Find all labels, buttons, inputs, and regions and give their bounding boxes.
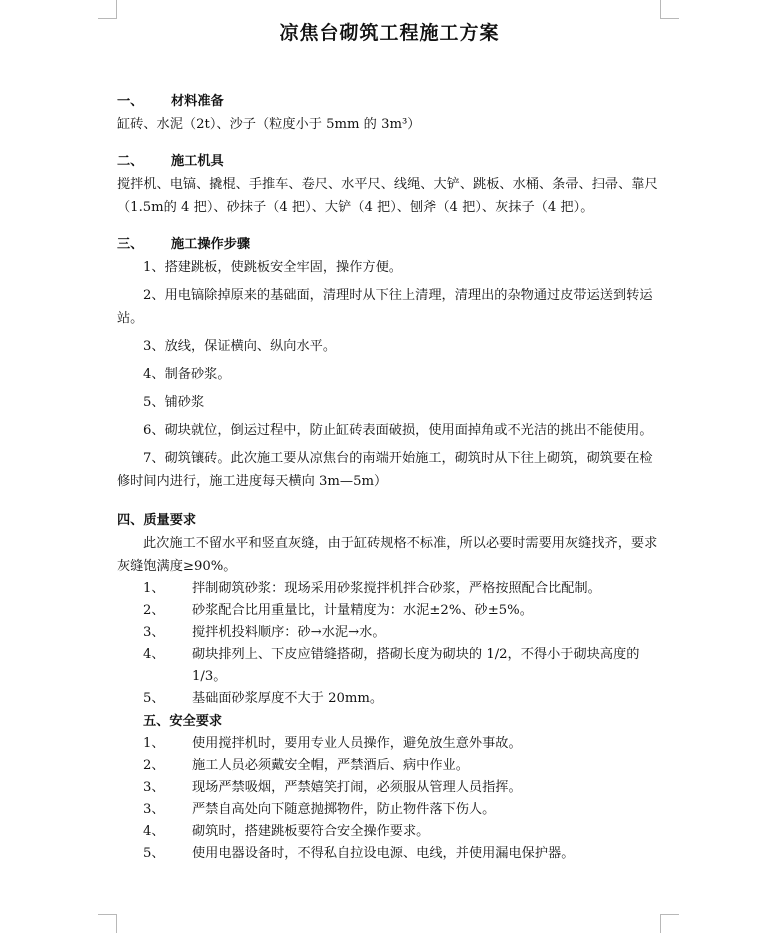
section-heading-steps <box>117 233 662 256</box>
section-heading-safety <box>117 710 662 733</box>
list-item-text: 严禁自高处向下随意抛掷物件，防止物件落下伤人。 <box>192 802 496 817</box>
list-item <box>117 777 662 799</box>
list-item <box>117 843 662 865</box>
page-corner-mark <box>98 0 117 19</box>
list-item-text: 使用搅拌机时，要用专业人员操作，避免放生意外事故。 <box>192 736 522 751</box>
list-item-number: 4、 <box>143 824 165 839</box>
section-title: 施工操作步骤 <box>171 237 251 252</box>
document-title: 凉焦台砌筑工程施工方案 <box>279 22 500 44</box>
list-item-number: 3、 <box>143 780 165 795</box>
step-item: 3、放线，保证横向、纵向水平。 <box>143 339 337 354</box>
section-heading-tools <box>117 150 662 173</box>
list-item-text: 使用电器设备时，不得私自拉设电源、电线，并使用漏电保护器。 <box>192 846 575 861</box>
list-item-number: 2、 <box>143 603 165 618</box>
list-item-number: 1、 <box>143 581 165 596</box>
section-title: 施工机具 <box>171 154 224 169</box>
step-item: 5、铺砂浆 <box>143 395 205 410</box>
step-item: 6、砌块就位，倒运过程中，防止缸砖表面破损，使用面掉角或不光洁的挑出不能使用。 <box>143 423 653 438</box>
list-item <box>117 799 662 821</box>
list-item-text: 施工人员必须戴安全帽，严禁酒后、病中作业。 <box>192 758 469 773</box>
list-item <box>117 644 662 688</box>
page-corner-mark <box>660 0 679 19</box>
section-title: 安全要求 <box>169 714 223 729</box>
list-item <box>117 755 662 777</box>
list-item-number: 3、 <box>143 625 165 640</box>
page-corner-mark <box>660 914 679 933</box>
list-item-text: 拌制砌筑砂浆：现场采用砂浆搅拌机拌合砂浆，严格按照配合比配制。 <box>192 581 601 596</box>
list-item <box>117 600 662 622</box>
step-item: 1、搭建跳板，使跳板安全牢固，操作方便。 <box>143 260 402 275</box>
list-item <box>117 733 662 755</box>
section-number: 一、 <box>117 94 144 109</box>
list-item-number: 3、 <box>143 802 165 817</box>
step-item: 4、制备砂浆。 <box>143 367 231 382</box>
step-item: 2、用电镐除掉原来的基础面，清理时从下往上清理，清理出的杂物通过皮带运送到转运站。 <box>117 288 653 326</box>
list-item-text: 砂浆配合比用重量比，计量精度为：水泥±2%、砂±5%。 <box>192 603 533 618</box>
section-heading-materials <box>117 90 662 113</box>
list-item <box>117 821 662 843</box>
section-number: 四、 <box>117 513 144 528</box>
step-item: 7、砌筑镶砖。此次施工要从凉焦台的南端开始施工，砌筑时从下往上砌筑，砌筑要在检修时间内进行，施工进度每天横向 3m—5m） <box>117 451 653 489</box>
list-item <box>117 688 662 710</box>
list-item-text: 搅拌机投料顺序：砂→水泥→水。 <box>192 625 386 640</box>
list-item-text: 基础面砂浆厚度不大于 20mm。 <box>192 691 384 706</box>
section-title: 材料准备 <box>171 94 224 109</box>
quality-intro: 此次施工不留水平和竖直灰缝，由于缸砖规格不标准，所以必要时需要用灰缝找齐，要求灰缝饱满度≥90%。 <box>117 536 658 574</box>
list-item-text: 砌筑时，搭建跳板要符合安全操作要求。 <box>192 824 430 839</box>
list-item <box>117 622 662 644</box>
list-item <box>117 578 662 600</box>
section-number: 三、 <box>117 237 144 252</box>
section-heading-quality <box>117 509 662 532</box>
page-corner-mark <box>98 914 117 933</box>
list-item-number: 4、 <box>143 647 165 662</box>
list-item-text: 现场严禁吸烟，严禁嬉笑打闹，必须服从管理人员指挥。 <box>192 780 522 795</box>
list-item-text: 砌块排列上、下皮应错缝搭砌，搭砌长度为砌块的 1/2，不得小于砌块高度的 1/3。 <box>192 647 640 684</box>
materials-text: 缸砖、水泥（2t）、沙子（粒度小于 5mm 的 3m³） <box>117 117 421 132</box>
section-number: 五、 <box>143 714 170 729</box>
list-item-number: 1、 <box>143 736 165 751</box>
tools-text: 搅拌机、电镐、撬棍、手推车、卷尺、水平尺、线绳、大铲、跳板、水桶、条帚、扫帚、靠尺（1.5m的 4 把）、砂抹子（4 把）、大铲（4 把）、刨斧（4 把）、灰抹子（4 把）。 <box>117 177 658 215</box>
document-body <box>117 90 662 865</box>
list-item-number: 2、 <box>143 758 165 773</box>
list-item-number: 5、 <box>143 846 165 861</box>
section-title: 质量要求 <box>143 513 197 528</box>
section-number: 二、 <box>117 154 144 169</box>
list-item-number: 5、 <box>143 691 165 706</box>
